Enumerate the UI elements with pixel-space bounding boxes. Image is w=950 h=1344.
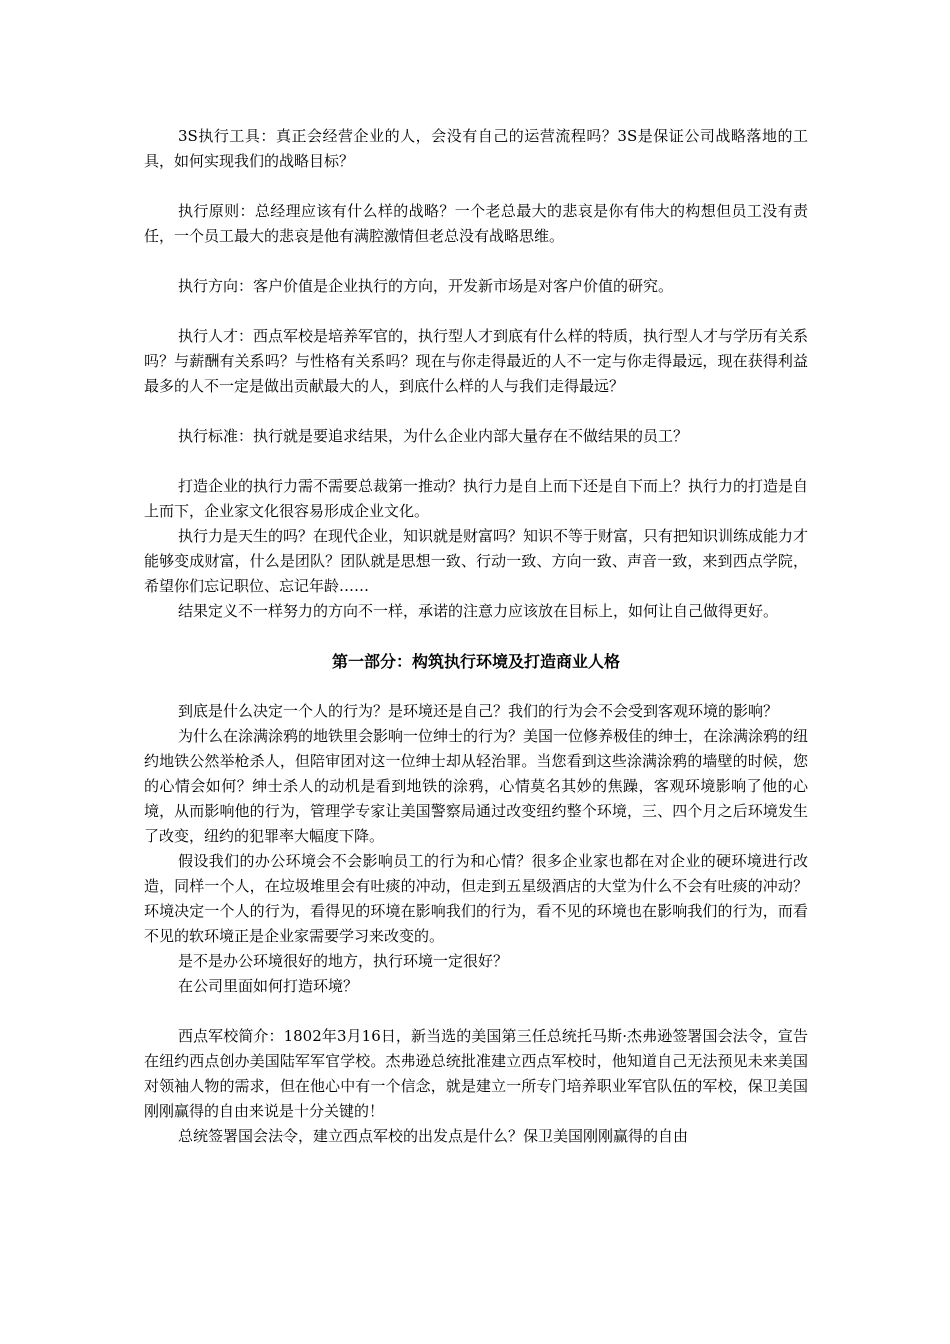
section-heading: 第一部分：构筑执行环境及打造商业人格 (331, 652, 620, 671)
paragraph-ceo-push: 打造企业的执行力需不需要总裁第一推动？执行力是自上而下还是自下而上？执行力的打造是自上而下，企业家文化很容易形成企业文化。 (144, 477, 809, 520)
paragraph-direction: 执行方向：客户价值是企业执行的方向，开发新市场是对客户价值的研究。 (178, 277, 674, 295)
paragraph-behavior: 到底是什么决定一个人的行为？是环境还是自己？我们的行为会不会受到客观环境的影响？ (178, 702, 779, 720)
blank-line (144, 674, 808, 699)
blank-line (144, 249, 808, 274)
blank-line (144, 449, 808, 474)
blank-line (144, 624, 808, 649)
blank-line (144, 999, 808, 1024)
blank-line (144, 299, 808, 324)
paragraph-question-office: 是不是办公环境很好的地方，执行环境一定很好？ (178, 952, 509, 970)
paragraph-innate: 执行力是天生的吗？在现代企业，知识就是财富吗？知识不等于财富，只有把知识训练成能力才能够变成财富，什么是团队？团队就是思想一致、行动一致、方向一致、声音一致，来到西点学院，希望你们忘记职位、忘记年龄…… (144, 527, 809, 595)
document-page (144, 124, 808, 1149)
paragraph-principles: 执行原则：总经理应该有什么样的战略？一个老总最大的悲哀是你有伟大的构想但员工没有责任，一个员工最大的悲哀是他有满腔激情但老总没有战略思维。 (144, 202, 808, 245)
blank-line (144, 399, 808, 424)
paragraph-result-definition: 结果定义不一样努力的方向不一样，承诺的注意力应该放在目标上，如何让自己做得更好。 (178, 602, 779, 620)
paragraph-standard: 执行标准：执行就是要追求结果，为什么企业内部大量存在不做结果的员工？ (178, 427, 689, 445)
paragraph-office-environment: 假设我们的办公环境会不会影响员工的行为和心情？很多企业家也都在对企业的硬环境进行改造，同样一个人，在垃圾堆里会有吐痰的冲动，但走到五星级酒店的大堂为什么不会有吐痰的冲动？环境决定一个人的行为，看得见的环境在影响我们的行为，看不见的环境也在影响我们的行为，而看不见的软环境正是企业家需要学习来改变的。 (144, 852, 808, 945)
paragraph-talent: 执行人才：西点军校是培养军官的，执行型人才到底有什么样的特质，执行型人才与学历有关系吗？与薪酬有关系吗？与性格有关系吗？现在与你走得最近的人不一定与你走得最远，现在获得利益最多的人不一定是做出贡献最大的人，到底什么样的人与我们走得最远？ (144, 327, 809, 395)
paragraph-question-build: 在公司里面如何打造环境？ (178, 977, 359, 995)
blank-line (144, 174, 808, 199)
paragraph-subway: 为什么在涂满涂鸦的地铁里会影响一位绅士的行为？美国一位修养极佳的绅士，在涂满涂鸦的纽约地铁公然举枪杀人，但陪审团对这一位绅士却从轻治罪。当您看到这些涂满涂鸦的墙壁的时候，您的心情会如何？绅士杀人的动机是看到地铁的涂鸦，心情莫名其妙的焦躁，客观环境影响了他的心境，从而影响他的行为，管理学专家让美国警察局通过改变纽约整个环境，三、四个月之后环境发生了改变，纽约的犯罪率大幅度下降。 (144, 727, 809, 845)
paragraph-west-point-intro: 西点军校简介：1802年3月16日，新当选的美国第三任总统托马斯·杰弗逊签署国会法令，宣告在纽约西点创办美国陆军军官学校。杰弗逊总统批准建立西点军校时，他知道自己无法预见未来美国对领袖人物的需求，但在他心中有一个信念，就是建立一所专门培养职业军官队伍的军校，保卫美国刚刚赢得的自由来说是十分关键的！ (144, 1027, 808, 1120)
paragraph-3s-tools: 3S执行工具：真正会经营企业的人，会没有自己的运营流程吗？3S是保证公司战略落地的工具，如何实现我们的战略目标？ (144, 127, 808, 170)
paragraph-west-point-purpose: 总统签署国会法令，建立西点军校的出发点是什么？保卫美国刚刚赢得的自由 (178, 1127, 689, 1145)
